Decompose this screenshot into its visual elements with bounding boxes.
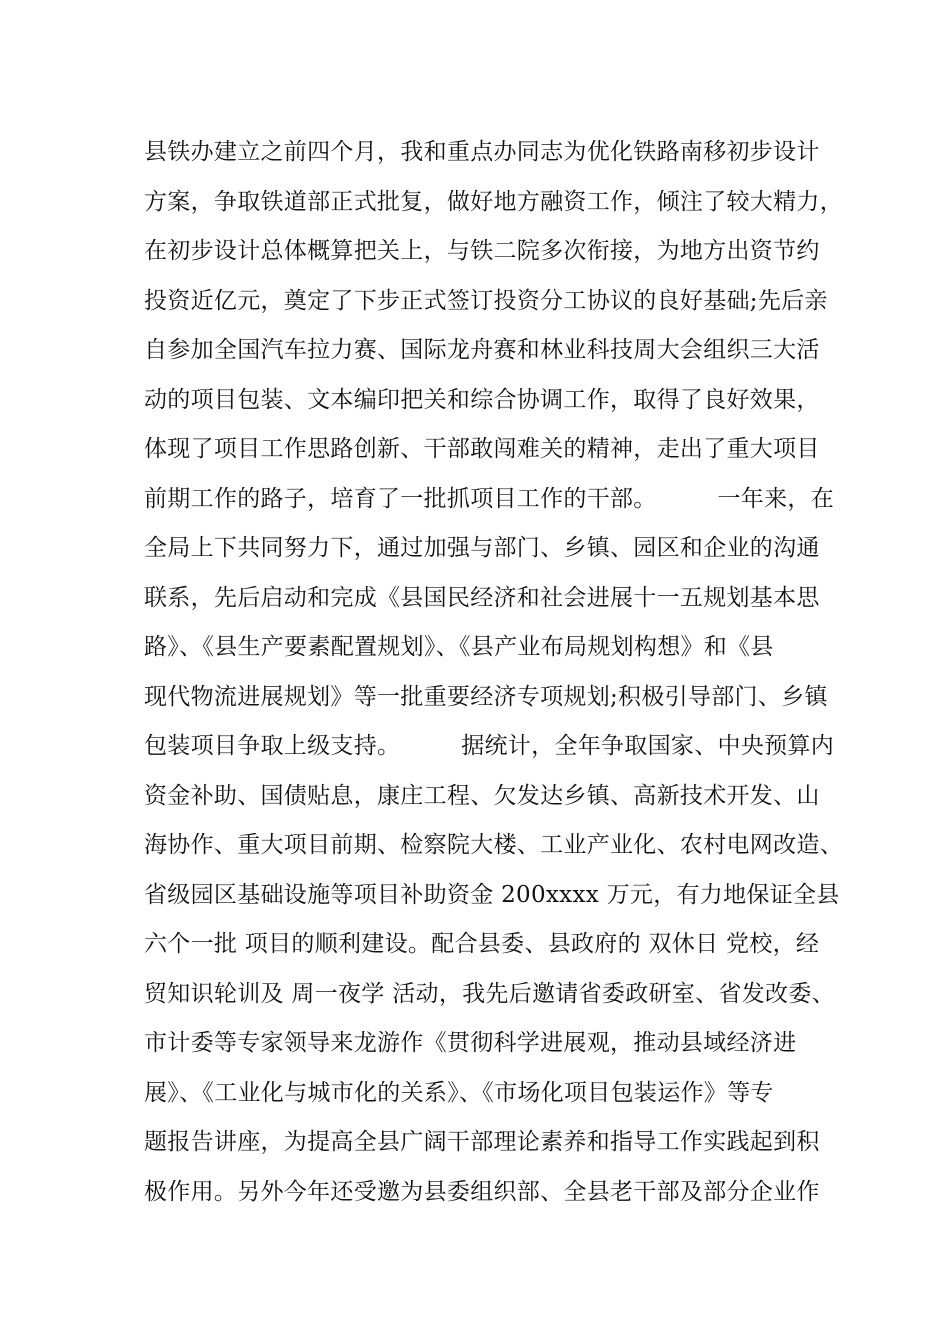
text-line: 包装项目争取上级支持。 据统计，全年争取国家、中央预算内 xyxy=(144,733,834,759)
text-line: 全局上下共同努力下，通过加强与部门、乡镇、园区和企业的沟通 xyxy=(144,535,820,561)
text-line: 展》、《工业化与城市化的关系》、《市场化项目包装运作》等专 xyxy=(144,1079,774,1106)
text-line: 县铁办建立之前四个月，我和重点办同志为优化铁路南移初步设计 xyxy=(144,139,820,165)
text-line: 贸知识轮训及 周一夜学 活动，我先后邀请省委政研室、省发改委、 xyxy=(144,980,835,1007)
text-line: 动的项目包装、文本编印把关和综合协调工作，取得了良好效果， xyxy=(144,386,820,413)
text-line: 极作用。另外今年还受邀为县委组织部、全县老干部及部分企业作 xyxy=(144,1178,820,1205)
text-line: 自参加全国汽车拉力赛、国际龙舟赛和林业科技周大会组织三大活 xyxy=(144,337,820,363)
text-line: 省级园区基础设施等项目补助资金 200xxxx 万元，有力地保证全县 xyxy=(144,881,840,908)
text-line: 现代物流进展规划》等一批重要经济专项规划;积极引导部门、乡镇 xyxy=(144,683,828,710)
text-line: 前期工作的路子，培育了一批抓项目工作的干部。 一年来，在 xyxy=(144,485,834,512)
text-line: 路》、《县生产要素配置规划》、《县产业布局规划构想》和《县 xyxy=(144,634,774,660)
text-line: 在初步设计总体概算把关上，与铁二院多次衔接，为地方出资节约 xyxy=(144,238,820,264)
text-line: 体现了项目工作思路创新、干部敢闯难关的精神，走出了重大项目 xyxy=(144,436,820,462)
text-line: 六个一批 项目的顺利建设。配合县委、县政府的 双休日 党校，经 xyxy=(144,931,820,957)
text-line: 市计委等专家领导来龙游作《贯彻科学进展观，推动县域经济进 xyxy=(144,1030,797,1056)
body-text xyxy=(144,128,843,1217)
text-line: 方案，争取铁道部正式批复，做好地方融资工作，倾注了较大精力， xyxy=(144,188,843,215)
text-line: 资金补助、国债贴息，康庄工程、欠发达乡镇、高新技术开发、山 xyxy=(144,782,820,809)
text-line: 联系，先后启动和完成《县国民经济和社会进展十一五规划基本思 xyxy=(144,584,820,611)
text-line: 海协作、重大项目前期、检察院大楼、工业产业化、农村电网改造、 xyxy=(144,832,843,858)
text-line: 投资近亿元，奠定了下步正式签订投资分工协议的良好基础;先后亲 xyxy=(144,287,828,314)
text-line: 题报告讲座，为提高全县广阔干部理论素养和指导工作实践起到积 xyxy=(144,1129,820,1155)
